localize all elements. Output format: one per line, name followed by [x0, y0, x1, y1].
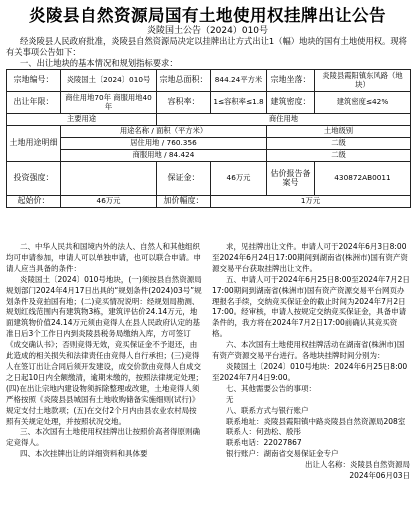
issuer-name: 出让人名称：炎陵县自然资源局: [305, 460, 410, 470]
table-cell: 用途名称 / 面积（平方米）: [61, 126, 267, 138]
table-row: [7, 196, 411, 208]
announcement-body: [6, 242, 410, 504]
table-cell: 宗地编号：: [7, 70, 61, 92]
table-cell: 商住用地: [157, 114, 411, 126]
table-row: [7, 92, 411, 114]
section-paragraph: 无: [226, 394, 234, 404]
section-paragraph: 二、中华人民共和国境内外的法人、自然人和其他组织均可申请参加，申请人可以单独申请，也可以联合申请。申请人应当具备的条件：: [6, 242, 201, 273]
table-cell: 建筑密度≤42%: [315, 92, 411, 114]
section-paragraph: 求，见挂牌出让文件。申请人可于2024年6月3日8:00至2024年6月24日17:00期间到湖南省(株洲市)国有资产资源交易平台获取挂牌出让文件。: [212, 242, 408, 273]
intro-section: [6, 36, 411, 69]
table-cell: 投资强度：: [7, 162, 61, 196]
table-cell: 居住用地 / 760.356: [61, 138, 267, 150]
table-row: [7, 126, 411, 138]
section-paragraph: 炎陵国土〔2024〕010号地块，(一)须按县自然资源局规划部门2024年4月17日出具的“规划条件(2024)03号”规划条件及竞拍国有地；(二)竞买情况说明：经规划局勘测、规划红线范围内有建筑物3栋，建筑评估价24.14万元，地面建筑物价值24.14万元须由竞得人在县人民政府认定的基准日后3个工作日内到炎陵县税务局缴纳入库，方可签订《成交确认书》；否则竞得无效，竞买保证金不予退还，由此造成的相关损失和法律责任由竞得人自行承担；(三)竞得人在签订出让合同后须开发建设，成交价款由竞得人自成交之日起10日内全额缴清，逾期未缴的，按照法律规定处理；(四)在出让宗地内建设物须拆除整理或改建，土地竞得人须严格按照《炎陵县县城国有土地收购储备实施细则(试行)》规定支付土地款项；(五)在交付2个月内由县农业农村局按照有关规定处理，并按照状况交地。: [6, 274, 204, 426]
intro-paragraph: 经炎陵县人民政府批准，炎陵县自然资源局决定以挂牌出让方式出让1（幅）地块的国有土地使用权。现将有关事项公告如下：: [6, 36, 407, 57]
section-paragraph: 四、本次挂牌出让的详细资料和具体要: [20, 449, 148, 459]
land-info-table: [6, 69, 411, 208]
right-column: [212, 242, 410, 504]
left-column: [6, 242, 204, 504]
table-cell: 商住用地70年 商服用地40年: [61, 92, 157, 114]
table-cell: 估价报告备案号: [267, 162, 315, 196]
table-cell: 出让年限：: [7, 92, 61, 114]
table-cell: [61, 162, 157, 196]
table-cell: 炎陵县霞阳镇东风路（地块）: [315, 70, 411, 92]
table-cell: 建筑密度：: [267, 92, 315, 114]
table-cell: 主要用途: [7, 114, 157, 126]
issue-date: 2024年06月03日: [349, 471, 410, 481]
table-cell: 土地用途明细: [7, 126, 61, 162]
table-cell: 1≤容积率≤1.8: [211, 92, 267, 114]
section-paragraph: 七、其他需要公告的事项：: [226, 383, 316, 393]
table-row: [7, 70, 411, 92]
contact-phone: 联系电话：22027867: [226, 438, 302, 448]
table-cell: 1万元: [211, 196, 411, 208]
table-row: [7, 138, 411, 150]
table-cell: 46万元: [61, 196, 157, 208]
table-cell: 844.24平方米: [211, 70, 267, 92]
table-cell: 宗地坐落：: [267, 70, 315, 92]
contact-address: 联系地址：炎陵县霞阳镇中路炎陵县自然资源局208室: [226, 416, 406, 426]
document-number: 炎陵国土公告（2024）010号: [146, 26, 269, 36]
contact-person: 联系人：何劲松、殷彤: [226, 427, 301, 437]
section-paragraph: 六、本次国有土地使用权挂牌活动在湖南省(株洲市)国有资产资源交易平台进行。各地块挂牌时间分别为：: [212, 340, 405, 361]
section-paragraph: 五、申请人可于2024年6月25日8:00至2024年7月2日17:00期间到湖南省(株洲市)国有资产资源交易平台网页办理报名手续，交纳竞买保证金的截止时间为2024年7月2日17:00。经审核，申请人按规定交纳竞买保证金，具备申请条件的，我方将在2024年7月2日17:00前确认其竞买资格。: [212, 274, 410, 339]
table-cell: 二级: [267, 138, 411, 150]
table-cell: 二级: [267, 150, 411, 162]
table-cell: 46万元: [211, 162, 267, 196]
bank-account: 银行账户：湖南省交易保证金专户: [226, 449, 339, 459]
page-title: 炎陵县自然资源局国有土地使用权挂牌出让公告: [29, 6, 386, 25]
table-cell: 容积率：: [157, 92, 211, 114]
table-row: [7, 114, 411, 126]
intro-heading: 一、出让地块的基本情况和规划指标要求：: [20, 58, 178, 68]
section-paragraph: 炎陵国土〔2024〕010号地块：2024年6月25日8:00至2024年7月4日9:00。: [212, 361, 408, 382]
table-row: [7, 150, 411, 162]
table-cell: 炎陵国土〔2024〕010号: [61, 70, 157, 92]
table-cell: 起始价：: [7, 196, 61, 208]
table-cell: 土地级别: [267, 126, 411, 138]
table-cell: 保证金：: [157, 162, 211, 196]
table-row: [7, 162, 411, 196]
table-cell: 加价幅度：: [157, 196, 211, 208]
section-paragraph: 八、联系方式与银行账户: [226, 405, 309, 415]
table-cell: 430872AB0011: [315, 162, 411, 196]
table-cell: 宗地总面积：: [157, 70, 211, 92]
section-paragraph: 三、本次国有土地使用权挂牌出让按照价高者得原则确定竞得人。: [6, 427, 200, 448]
table-cell: 商服用地 / 84.424: [61, 150, 267, 162]
